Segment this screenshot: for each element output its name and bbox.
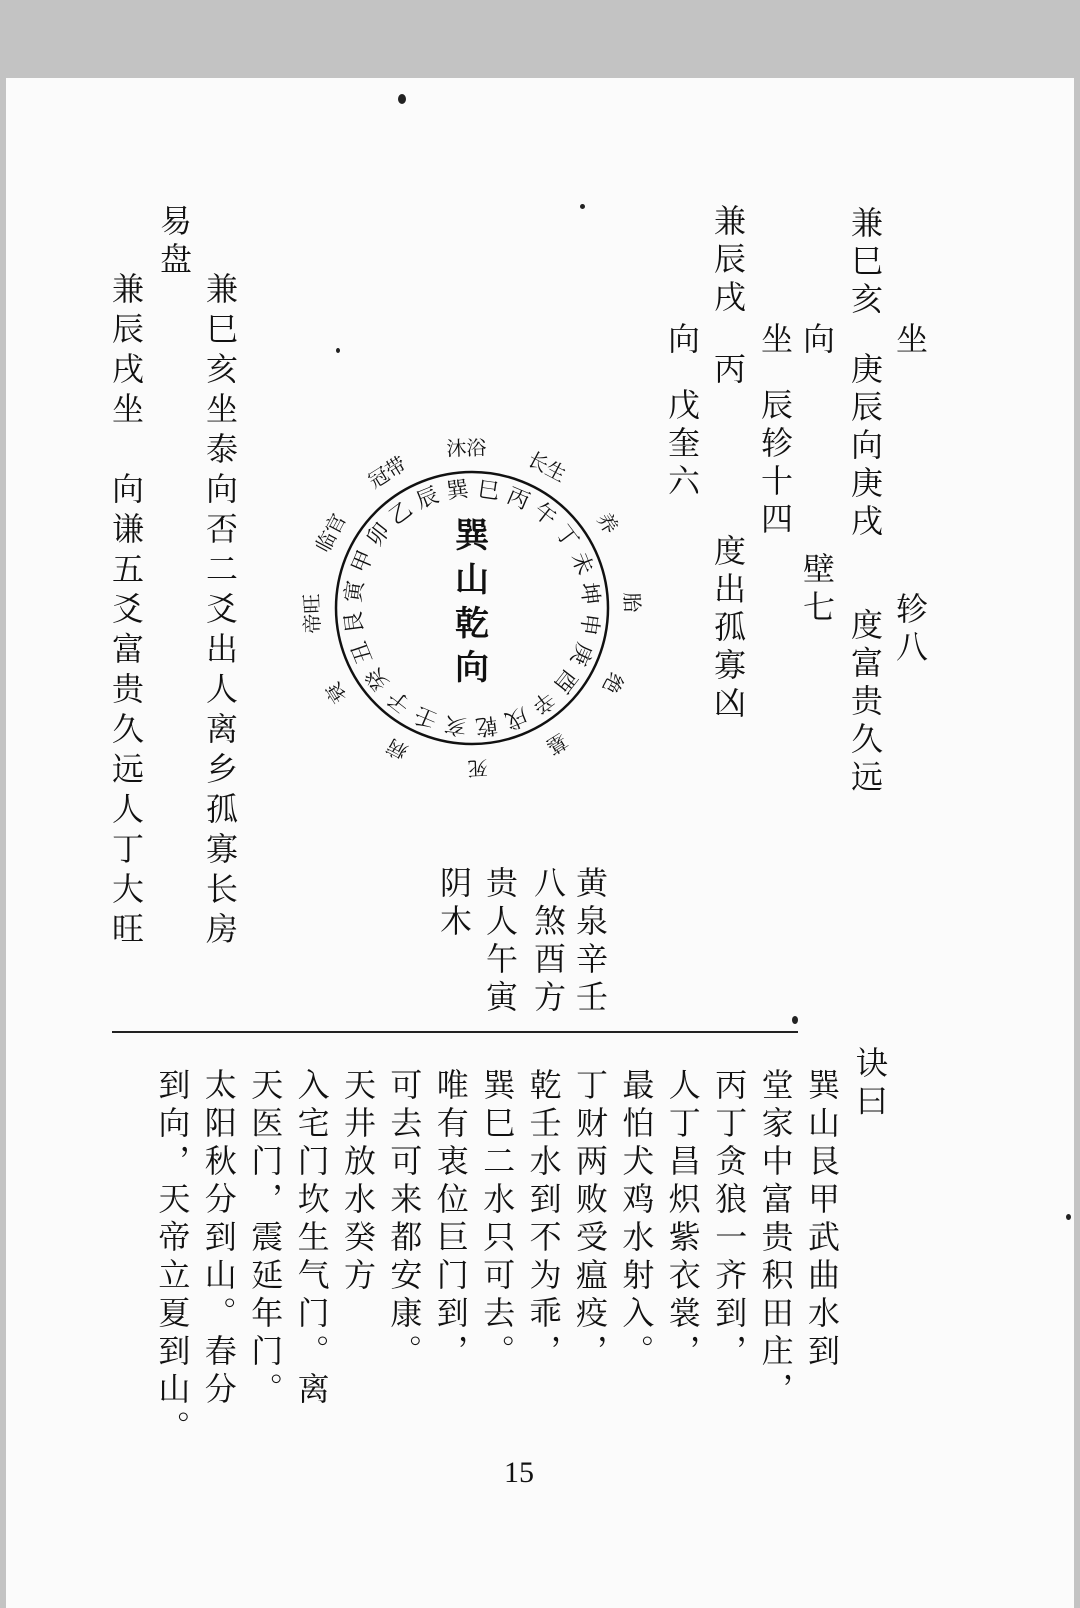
compass-ring-char: 丙 — [503, 483, 534, 516]
compass-ring-char: 辰 — [412, 482, 443, 515]
compass-stage-label: 胎 — [619, 592, 645, 613]
compass-stage-label: 墓 — [541, 728, 572, 760]
jue-line: 太阳秋分到山。春分 — [199, 1068, 238, 1410]
jue-line: 巽山艮甲武曲水到 — [803, 1068, 841, 1372]
jue-line: 到向，天帝立夏到山。 — [153, 1068, 192, 1448]
jue-line: 入宅门坎生气门。离 — [292, 1068, 331, 1410]
text-jian-si-hai: 兼巳亥 — [846, 206, 884, 320]
jue-line: 可去可来都安康。 — [385, 1068, 424, 1372]
compass-ring-char: 庚 — [564, 639, 597, 670]
jue-line: 堂家中富贵积田庄， — [756, 1068, 795, 1410]
compass-stage-label: 养 — [592, 508, 624, 539]
compass-stage-label: 病 — [382, 733, 412, 765]
document-page — [6, 78, 1074, 1608]
compass-ring-char: 申 — [574, 611, 603, 638]
scan-speck — [336, 348, 340, 353]
compass-ring-char: 亥 — [442, 710, 469, 739]
text-left-col1: 兼巳亥坐泰向否二爻出人离乡孤寡长房 — [201, 272, 239, 952]
note-basha: 八煞酉方 — [529, 866, 567, 1018]
compass-ring-char: 甲 — [347, 546, 380, 577]
compass-stage-label: 衰 — [320, 677, 352, 708]
text-zuo: 坐 — [891, 322, 929, 360]
scan-speck — [398, 94, 406, 104]
compass-diagram — [254, 378, 694, 818]
scan-speck — [1066, 1214, 1071, 1220]
scan-speck — [792, 1016, 798, 1024]
text-left-col2: 兼辰戌坐 向谦五爻富贵久远人丁大旺 — [107, 272, 145, 952]
jue-line: 天井放水癸方 — [339, 1068, 377, 1296]
compass-ring-char: 癸 — [361, 662, 395, 696]
compass-ring-char: 坤 — [575, 581, 603, 607]
compass-stage-label: 绝 — [597, 668, 629, 698]
text-yi-pan: 易盘 — [155, 204, 193, 280]
compass-ring-char: 卯 — [362, 518, 396, 552]
note-yinmu: 阴木 — [435, 866, 473, 942]
scan-speck — [580, 204, 585, 209]
text-bi-qi: 壁七 — [798, 552, 836, 628]
jue-line: 唯有衷位巨门到， — [431, 1068, 470, 1372]
text-xiang: 向 — [798, 322, 836, 360]
compass-stage-label: 冠带 — [363, 451, 411, 494]
compass-stage-label: 帝旺 — [299, 593, 325, 634]
compass-ring-char: 酉 — [548, 664, 582, 698]
jue-line: 丁财两败受瘟疫， — [571, 1068, 609, 1372]
text-xiang-2: 向 — [663, 322, 701, 360]
compass-ring-char: 丁 — [549, 520, 583, 554]
text-geng-chen: 庚辰向庚戌 — [846, 352, 884, 542]
jue-line: 人丁昌炽紫衣裳， — [663, 1068, 702, 1372]
compass-ring-char: 乾 — [473, 711, 499, 739]
text-wu-kui: 戊奎六 — [663, 388, 701, 502]
jue-line: 最怕犬鸡水射入。 — [617, 1068, 656, 1372]
compass-ring-char: 乙 — [384, 497, 418, 531]
compass-ring-char: 艮 — [341, 609, 369, 635]
compass-center-char: 乾 — [455, 604, 489, 644]
compass-center-char: 向 — [455, 648, 489, 688]
compass-ring-char: 辛 — [526, 685, 560, 719]
compass-stage-label: 临官 — [310, 509, 351, 557]
compass-ring-char: 午 — [528, 498, 562, 532]
jue-line: 天医门，震延年门。 — [246, 1068, 285, 1410]
compass-stage-label: 长生 — [523, 446, 571, 487]
text-fu-gui: 度富贵久远 — [846, 608, 884, 798]
compass-ring-char: 巳 — [475, 477, 502, 506]
jue-title: 诀曰 — [851, 1046, 889, 1122]
compass-ring-char: 未 — [565, 548, 598, 579]
compass-center-char: 巽 — [455, 516, 489, 556]
compass-ring-char: 巽 — [445, 477, 471, 505]
compass-ring-char: 戌 — [501, 701, 532, 734]
compass-ring-char: 丑 — [346, 637, 379, 668]
text-jian-chen-xu: 兼辰戌 — [709, 204, 747, 318]
jue-line: 乾壬水到不为乖， — [524, 1068, 563, 1372]
note-huangquan: 黄泉辛壬 — [571, 866, 609, 1018]
compass-center-char: 山 — [455, 560, 489, 600]
jue-line: 丙丁贪狼一齐到， — [710, 1068, 749, 1372]
compass-stage-label: 死 — [467, 755, 488, 781]
jue-line: 巽巳二水只可去。 — [478, 1068, 517, 1372]
compass-stage-label: 沐浴 — [446, 435, 487, 461]
compass-ring-char: 壬 — [410, 700, 441, 733]
compass-ring-char: 寅 — [341, 578, 370, 605]
text-du-chu: 度出孤寡凶 — [709, 534, 747, 724]
text-zuo-2: 坐 — [756, 322, 794, 360]
compass-ring-char: 子 — [382, 684, 416, 718]
text-chen-zhen: 辰轸十四 — [756, 388, 794, 540]
note-guiren: 贵人午寅 — [481, 866, 519, 1018]
text-bing: 丙 — [709, 352, 747, 390]
text-zhen-ba: 轸八 — [891, 592, 929, 668]
page-number: 15 — [504, 1456, 534, 1489]
divider-line — [112, 1031, 798, 1033]
